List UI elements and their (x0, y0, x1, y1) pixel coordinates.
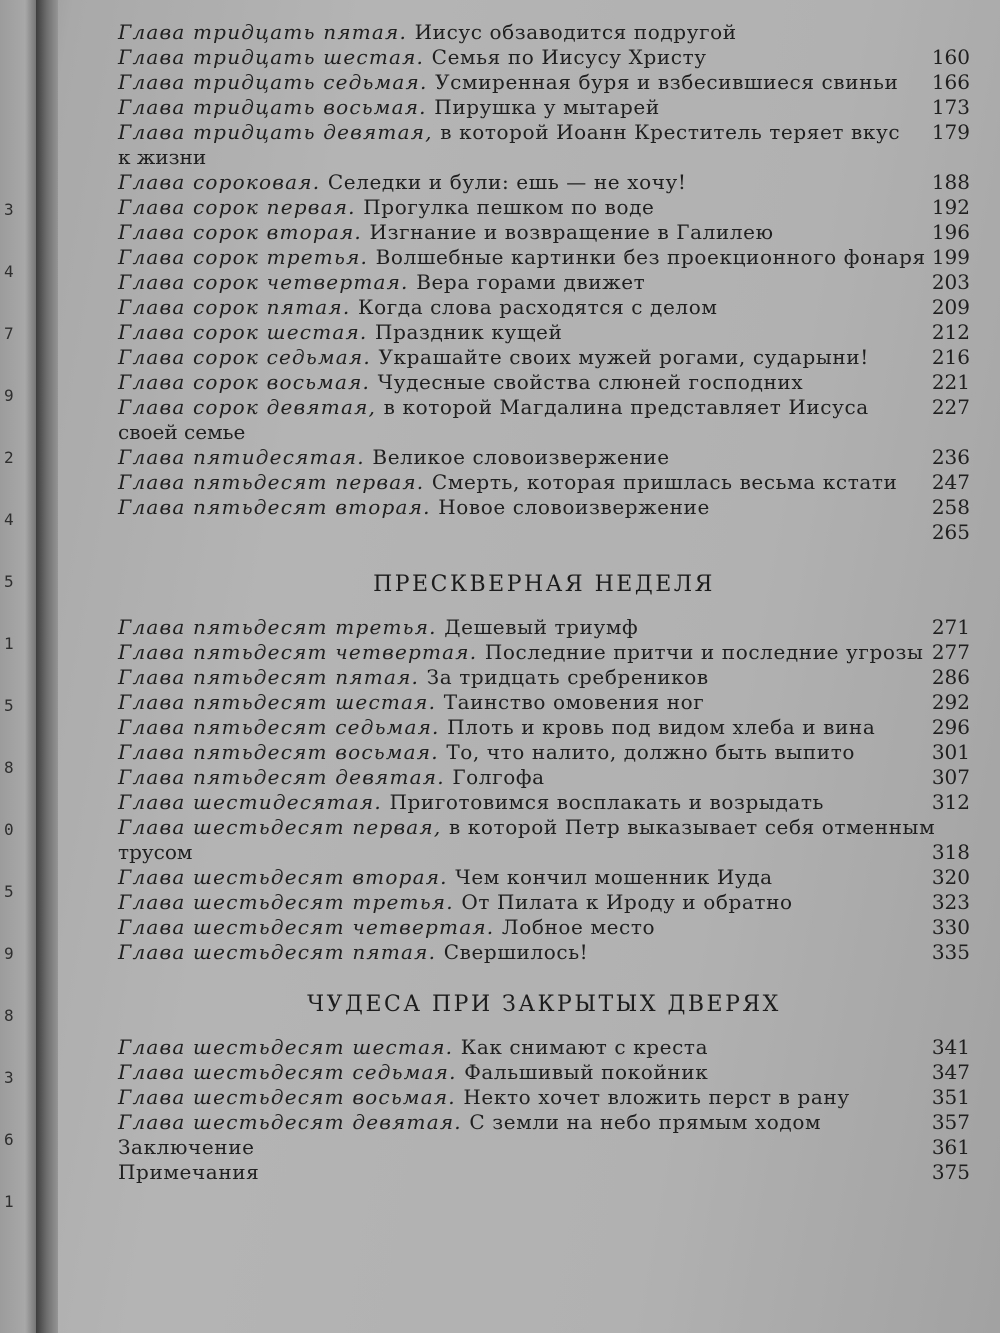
toc-entry-title (118, 915, 900, 940)
toc-entry (118, 445, 970, 470)
toc-chapter-title: Пирушка у мытарей (434, 95, 660, 119)
toc-page-number: 221 (931, 370, 970, 394)
toc-page-number: 203 (931, 270, 970, 294)
toc-entry (118, 640, 970, 665)
toc-entry-title (118, 395, 900, 420)
toc-page-number: 286 (931, 665, 970, 689)
toc-entry (118, 1110, 970, 1135)
section-heading-2: ЧУДЕСА ПРИ ЗАКРЫТЫХ ДВЕРЯХ (307, 992, 781, 1017)
toc-entry-title (118, 865, 900, 890)
toc-entry (118, 320, 970, 345)
toc-page-number: 312 (931, 790, 970, 814)
toc-entry-title (118, 170, 900, 195)
toc-page-number: 347 (931, 1060, 970, 1084)
toc-entry (118, 295, 970, 320)
toc-chapter-label: Глава шестьдесят вторая. (118, 865, 456, 889)
toc-chapter-label: Глава шестьдесят седьмая. (118, 1060, 465, 1084)
toc-chapter-title: Великое словоизвержение (372, 445, 670, 469)
toc-chapter-title: Примечания (118, 1160, 260, 1184)
margin-digit: 0 (4, 820, 14, 839)
margin-digit: 5 (4, 572, 14, 591)
toc-entry-title (118, 1135, 900, 1160)
toc-chapter-title: в которой Магдалина представляет Иисуса (383, 395, 869, 419)
toc-page-number: 166 (931, 70, 970, 94)
toc-entry (118, 890, 970, 915)
margin-digit: 3 (4, 1068, 14, 1087)
toc-chapter-label: Глава шестьдесят третья. (118, 890, 462, 914)
toc-entry-title (118, 1110, 900, 1135)
toc-page-number: 330 (931, 915, 970, 939)
toc-entry-title (118, 195, 900, 220)
toc-entry-title (118, 495, 900, 520)
toc-chapter-title: Дешевый триумф (444, 615, 639, 639)
toc-chapter-title: в которой Петр выказывает себя отменным (448, 815, 936, 839)
toc-entry (118, 345, 970, 370)
margin-digit: 2 (4, 448, 14, 467)
toc-chapter-title: От Пилата к Ироду и обратно (461, 890, 793, 914)
margin-digit: 9 (4, 386, 14, 405)
margin-digit: 4 (4, 510, 14, 529)
toc-entry (118, 245, 970, 270)
toc-chapter-label: Глава пятьдесят шестая. (118, 690, 444, 714)
toc-chapter-label: Глава шестьдесят четвертая. (118, 915, 502, 939)
toc-entry-title (118, 615, 900, 640)
toc-chapter-title: Фальшивый покойник (464, 1060, 709, 1084)
toc-entry (118, 915, 970, 940)
toc-entry-title (118, 890, 900, 915)
toc-page-number: 320 (931, 865, 970, 889)
margin-digit: 6 (4, 1130, 14, 1149)
toc-entry (118, 740, 970, 765)
toc-chapter-label: Глава сорок первая. (118, 195, 364, 219)
toc-chapter-title: в которой Иоанн Креститель теряет вкус (440, 120, 901, 144)
toc-entry (118, 495, 970, 520)
toc-continuation-text: своей семье (118, 420, 246, 444)
toc-entry (118, 470, 970, 495)
margin-digit: 3 (4, 200, 14, 219)
toc-entry (118, 765, 970, 790)
toc-chapter-label: Глава шестьдесят шестая. (118, 1035, 461, 1059)
toc-page-number: 258 (931, 495, 970, 519)
margin-digit: 1 (4, 634, 14, 653)
toc-chapter-label: Глава пятьдесят третья. (118, 615, 445, 639)
toc-page-number: 188 (931, 170, 970, 194)
toc-chapter-label: Глава сорок девятая, (118, 395, 384, 419)
toc-chapter-label: Глава тридцать пятая. (118, 20, 415, 44)
toc-chapter-label: Глава сорок вторая. (118, 220, 370, 244)
toc-chapter-title: Заключение (118, 1135, 255, 1159)
toc-chapter-title: Голгофа (452, 765, 545, 789)
toc-chapter-title: Как снимают с креста (460, 1035, 709, 1059)
toc-entry (118, 665, 970, 690)
toc-entry (118, 690, 970, 715)
toc-entry-title (118, 45, 900, 70)
toc-chapter-title: Украшайте своих мужей рогами, сударыни! (378, 345, 869, 369)
toc-chapter-label: Глава сорок третья. (118, 245, 376, 269)
toc-chapter-title: Плоть и кровь под видом хлеба и вина (447, 715, 876, 739)
toc-block-3 (118, 1035, 970, 1185)
margin-digit: 5 (4, 696, 14, 715)
margin-digit: 7 (4, 324, 14, 343)
toc-entry-continuation (118, 420, 970, 445)
toc-chapter-title: Иисус обзаводится подругой (414, 20, 737, 44)
toc-page-number: 277 (931, 640, 970, 664)
toc-entry-title (118, 1035, 900, 1060)
toc-page-number: 335 (931, 940, 970, 964)
toc-page-number: 375 (931, 1160, 970, 1184)
toc-chapter-label: Глава тридцать девятая, (118, 120, 441, 144)
toc-entry-title (118, 690, 900, 715)
toc-chapter-label: Глава шестьдесят пятая. (118, 940, 444, 964)
toc-entry-title (118, 295, 900, 320)
toc-entry-title (118, 245, 926, 270)
toc-chapter-title: Прогулка пешком по воде (363, 195, 655, 219)
toc-entry-title (118, 715, 900, 740)
toc-page-number: 318 (931, 840, 970, 864)
toc-chapter-title: За тридцать сребреников (426, 665, 709, 689)
toc-chapter-title: Некто хочет вложить перст в рану (463, 1085, 850, 1109)
toc-entry-title (118, 320, 900, 345)
toc-chapter-label: Глава шестьдесят первая, (118, 815, 449, 839)
toc-chapter-label: Глава шестьдесят восьмая. (118, 1085, 464, 1109)
toc-chapter-title: Свершилось! (443, 940, 589, 964)
toc-block-1 (118, 20, 970, 520)
toc-entry (118, 20, 970, 45)
toc-entry (118, 395, 970, 420)
toc-chapter-label: Глава пятьдесят восьмая. (118, 740, 447, 764)
toc-page-number: 265 (931, 520, 970, 544)
toc-page-number: 357 (931, 1110, 970, 1134)
toc-entry (118, 120, 970, 145)
toc-entry (118, 715, 970, 740)
toc-entry (118, 45, 970, 70)
toc-entry (118, 1160, 970, 1185)
toc-page-number: 361 (931, 1135, 970, 1159)
toc-entry-title (118, 120, 900, 145)
toc-continuation-last (118, 520, 970, 545)
toc-page-number: 292 (931, 690, 970, 714)
toc-entry-title (118, 940, 900, 965)
toc-chapter-label: Глава пятьдесят пятая. (118, 665, 427, 689)
toc-page-number: 301 (931, 740, 970, 764)
toc-chapter-label: Глава пятьдесят седьмая. (118, 715, 448, 739)
toc-entry-title (118, 70, 900, 95)
toc-page-number: 227 (931, 395, 970, 419)
toc-chapter-label: Глава тридцать восьмая. (118, 95, 435, 119)
toc-entry (118, 790, 970, 815)
toc-chapter-title: Новое словоизвержение (438, 495, 710, 519)
toc-entry (118, 1060, 970, 1085)
section-heading-1: ПРЕСКВЕРНАЯ НЕДЕЛЯ (373, 572, 715, 597)
toc-chapter-label: Глава пятидесятая. (118, 445, 373, 469)
toc-entry-title (118, 445, 900, 470)
toc-block-2 (118, 615, 970, 965)
toc-entry-title (118, 1085, 900, 1110)
toc-entry-title (118, 790, 900, 815)
toc-page-number: 271 (931, 615, 970, 639)
toc-entry-title (118, 740, 900, 765)
toc-chapter-title: Семья по Иисусу Христу (431, 45, 707, 69)
toc-entry-title (118, 1160, 900, 1185)
toc-entry-continuation (118, 840, 970, 865)
toc-chapter-label: Глава пятьдесят четвертая. (118, 640, 485, 664)
toc-chapter-label: Глава сорок восьмая. (118, 370, 378, 394)
toc-entry (118, 815, 970, 840)
toc-chapter-title: Вера горами движет (416, 270, 646, 294)
toc-entry (118, 865, 970, 890)
toc-entry (118, 1085, 970, 1110)
margin-digit: 8 (4, 758, 14, 777)
toc-chapter-label: Глава сороковая. (118, 170, 328, 194)
toc-entry-title (118, 270, 900, 295)
toc-entry (118, 615, 970, 640)
toc-chapter-title: Последние притчи и последние угрозы (484, 640, 924, 664)
toc-entry (118, 170, 970, 195)
toc-chapter-title: Чем кончил мошенник Иуда (455, 865, 773, 889)
toc-chapter-label: Глава шестьдесят девятая. (118, 1110, 470, 1134)
margin-digit: 8 (4, 1006, 14, 1025)
toc-page-number: 196 (931, 220, 970, 244)
toc-chapter-title: Усмиренная буря и взбесившиеся свиньи (435, 70, 899, 94)
toc-page-number: 236 (931, 445, 970, 469)
toc-chapter-title: Приготовимся восплакать и возрыдать (389, 790, 824, 814)
toc-chapter-label: Глава пятьдесят вторая. (118, 495, 439, 519)
toc-chapter-label: Глава пятьдесят девятая. (118, 765, 453, 789)
toc-entry (118, 270, 970, 295)
margin-digit: 4 (4, 262, 14, 281)
table-of-contents (118, 20, 970, 1185)
toc-chapter-title: Чудесные свойства слюней господних (377, 370, 804, 394)
toc-chapter-label: Глава пятьдесят первая. (118, 470, 432, 494)
toc-chapter-title: Селедки и були: ешь — не хочу! (327, 170, 687, 194)
toc-chapter-label: Глава сорок четвертая. (118, 270, 417, 294)
toc-entry-title (118, 220, 900, 245)
toc-entry-title (118, 370, 900, 395)
toc-page-number: 199 (931, 245, 970, 269)
toc-page-number: 160 (931, 45, 970, 69)
toc-entry-title (118, 1060, 900, 1085)
toc-entry (118, 370, 970, 395)
toc-entry-title (118, 665, 900, 690)
toc-page-number: 192 (931, 195, 970, 219)
toc-entry-title (118, 95, 900, 120)
toc-entry-continuation (118, 145, 970, 170)
toc-page-number: 323 (931, 890, 970, 914)
toc-chapter-label: Глава сорок шестая. (118, 320, 376, 344)
toc-chapter-title: С земли на небо прямым ходом (469, 1110, 822, 1134)
toc-page-number: 179 (931, 120, 970, 144)
toc-page-number: 296 (931, 715, 970, 739)
toc-continuation-text: трусом (118, 840, 193, 864)
toc-chapter-label: Глава шестидесятая. (118, 790, 390, 814)
toc-entry-title (118, 815, 936, 840)
toc-chapter-title: Праздник кущей (375, 320, 563, 344)
toc-page-number: 173 (931, 95, 970, 119)
toc-chapter-title: Когда слова расходятся с делом (357, 295, 718, 319)
book-gutter (36, 0, 58, 1333)
toc-chapter-title: То, что налито, должно быть выпито (446, 740, 856, 764)
toc-chapter-title: Таинство омовения ног (443, 690, 705, 714)
toc-page-number: 341 (931, 1035, 970, 1059)
margin-digit: 5 (4, 882, 14, 901)
margin-digit: 1 (4, 1192, 14, 1211)
toc-entry-title (118, 20, 900, 45)
toc-entry (118, 1035, 970, 1060)
toc-entry (118, 95, 970, 120)
margin-digit: 9 (4, 944, 14, 963)
toc-continuation-text: к жизни (118, 145, 207, 169)
toc-entry-title (118, 345, 900, 370)
toc-chapter-title: Изгнание и возвращение в Галилею (369, 220, 774, 244)
toc-entry-title (118, 470, 900, 495)
toc-page-number: 307 (931, 765, 970, 789)
toc-entry-title (118, 640, 924, 665)
toc-entry (118, 195, 970, 220)
toc-chapter-label: Глава сорок седьмая. (118, 345, 379, 369)
toc-entry-title (118, 765, 900, 790)
toc-chapter-label: Глава сорок пятая. (118, 295, 358, 319)
toc-chapter-label: Глава тридцать шестая. (118, 45, 432, 69)
toc-entry (118, 1135, 970, 1160)
toc-chapter-title: Лобное место (501, 915, 656, 939)
toc-chapter-title: Волшебные картинки без проекционного фонаря (375, 245, 926, 269)
toc-entry (118, 70, 970, 95)
toc-page-number: 209 (931, 295, 970, 319)
toc-entry (118, 940, 970, 965)
toc-chapter-title: Смерть, которая пришлась весьма кстати (431, 470, 898, 494)
toc-page-number: 212 (931, 320, 970, 344)
toc-page-number: 247 (931, 470, 970, 494)
toc-entry (118, 220, 970, 245)
toc-chapter-label: Глава тридцать седьмая. (118, 70, 436, 94)
toc-page-number: 216 (931, 345, 970, 369)
toc-page-number: 351 (931, 1085, 970, 1109)
